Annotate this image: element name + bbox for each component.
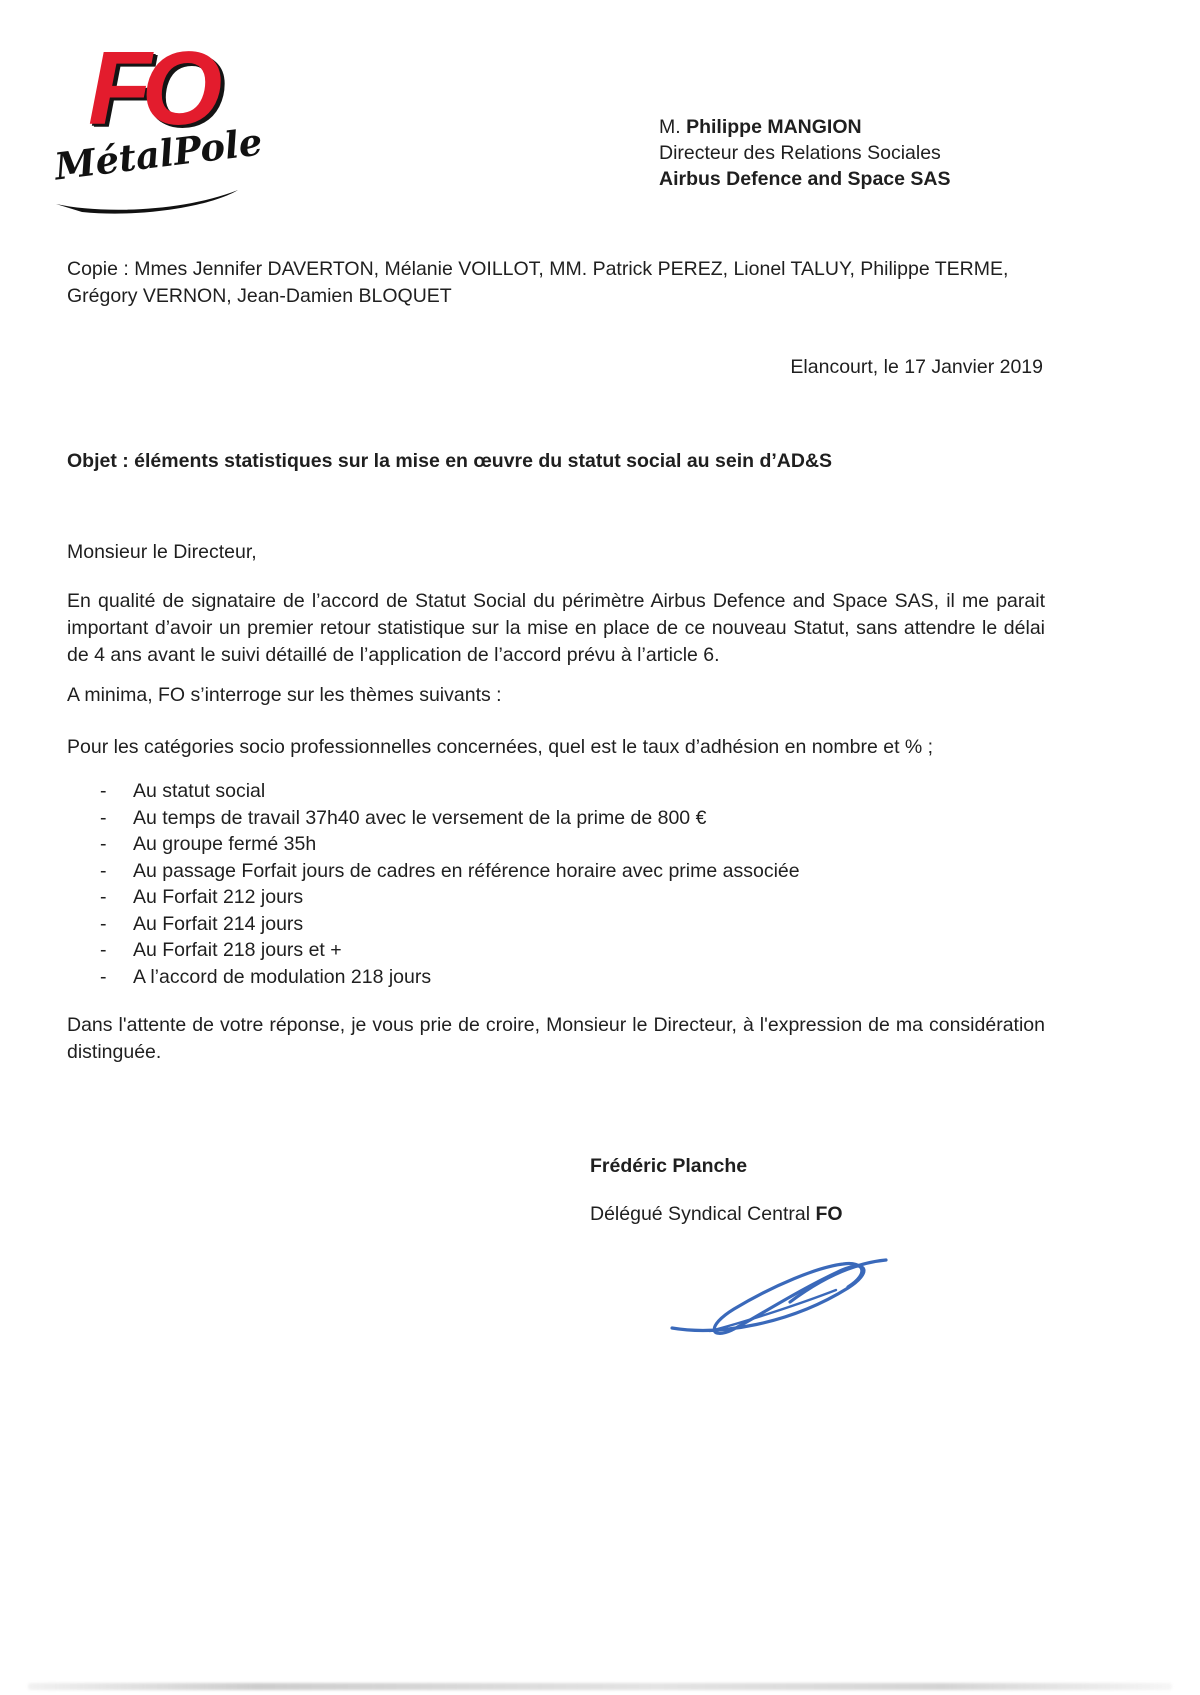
- list-item: [100, 778, 800, 805]
- list-item: [100, 964, 800, 991]
- list-item: [100, 805, 800, 832]
- topics-list: [100, 778, 800, 990]
- copy-recipients: Copie : Mmes Jennifer DAVERTON, Mélanie VOILLOT, MM. Patrick PEREZ, Lionel TALUY, Philippe TERME, Grégory VERNON, Jean-Damien BLOQUET: [67, 258, 1009, 307]
- list-item: [100, 858, 800, 885]
- list-marker: -: [100, 833, 107, 855]
- list-marker: -: [100, 806, 107, 829]
- metalpole-logo-script: MétalPole: [52, 119, 265, 189]
- handwritten-signature: [650, 1232, 900, 1352]
- list-marker: -: [100, 965, 107, 988]
- signer-title: [590, 1203, 843, 1226]
- list-item: [100, 884, 800, 911]
- list-item-text: Au groupe fermé 35h: [133, 833, 317, 855]
- recipient-name: Philippe MANGION: [686, 116, 862, 138]
- recipient-line-1: [659, 114, 951, 140]
- list-item-text: Au Forfait 218 jours et +: [133, 939, 342, 961]
- list-item-text: Au temps de travail 37h40 avec le versement de la prime de 800 €: [133, 806, 707, 829]
- list-item-text: Au passage Forfait jours de cadres en référence horaire avec prime associée: [133, 859, 800, 882]
- recipient-line-3: Airbus Defence and Space SAS: [659, 168, 951, 190]
- list-item: [100, 831, 800, 858]
- scan-artifact-line: [28, 1683, 1172, 1690]
- paragraph-intro: En qualité de signataire de l’accord de Statut Social du périmètre Airbus Defence and Space SAS, il me parait important d’avoir un premier retour statistique sur la mise en place de ce nouveau Statut, sans attendre le délai de 4 ans avant le suivi détaillé de l’application de l’accord prévu à l’article 6.: [67, 590, 1045, 666]
- logo-underline-swoosh: [52, 178, 252, 218]
- list-item-text: Au statut social: [133, 780, 266, 802]
- closing-paragraph: Dans l'attente de votre réponse, je vous prie de croire, Monsieur le Directeur, à l'expression de ma considération distinguée.: [67, 1014, 1045, 1063]
- subject-line: Objet : éléments statistiques sur la mise en œuvre du statut social au sein d’AD&S: [67, 450, 833, 472]
- list-marker: -: [100, 780, 107, 802]
- list-marker: -: [100, 886, 107, 908]
- list-item-text: Au Forfait 214 jours: [133, 912, 304, 935]
- list-marker: -: [100, 859, 107, 882]
- recipient-prefix: M.: [659, 116, 687, 138]
- signer-title-org: FO: [815, 1203, 843, 1225]
- list-marker: -: [100, 939, 107, 961]
- signer-title-text: Délégué Syndical Central: [590, 1203, 816, 1225]
- recipient-line-2: Directeur des Relations Sociales: [659, 142, 941, 164]
- recipient-block: [659, 114, 951, 192]
- list-marker: -: [100, 912, 107, 935]
- list-item-text: Au Forfait 212 jours: [133, 886, 304, 908]
- date-line: Elancourt, le 17 Janvier 2019: [790, 356, 1043, 378]
- signer-name: Frédéric Planche: [590, 1155, 748, 1177]
- fo-metalpole-logo: [52, 31, 288, 210]
- list-item: [100, 937, 800, 964]
- salutation: Monsieur le Directeur,: [67, 541, 257, 563]
- paragraph-themes: A minima, FO s’interroge sur les thèmes suivants :: [67, 684, 502, 706]
- fo-logo-text: FO: [88, 31, 213, 147]
- paragraph-question: Pour les catégories socio professionnelles concernées, quel est le taux d’adhésion en nombre et % ;: [67, 736, 934, 758]
- list-item-text: A l’accord de modulation 218 jours: [133, 965, 432, 988]
- list-item: [100, 911, 800, 938]
